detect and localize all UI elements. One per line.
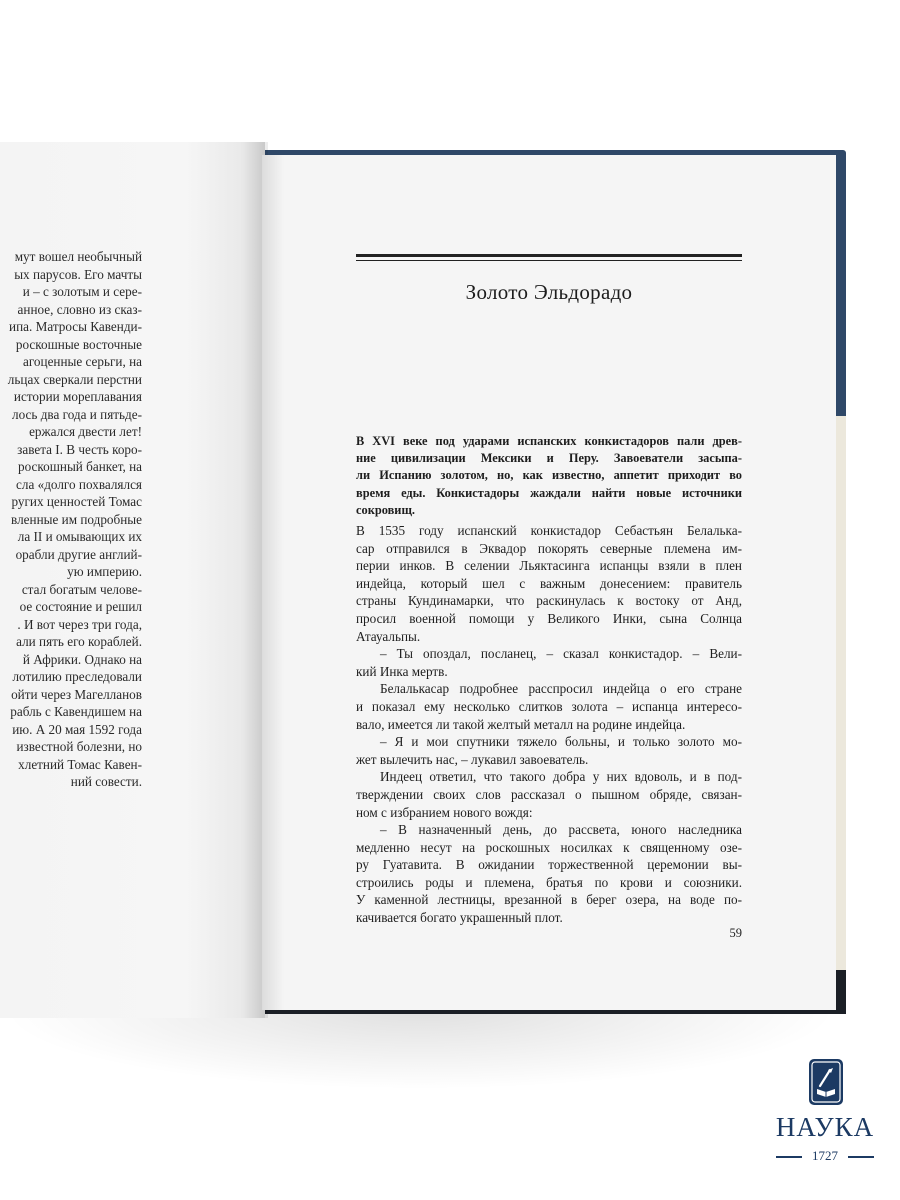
- page-number: 59: [729, 926, 742, 940]
- left-page: [0, 142, 265, 1018]
- left-page-line: ла II и омывающих их: [17, 529, 142, 544]
- publisher-logo: [770, 1058, 880, 1168]
- chapter-intro: [356, 433, 742, 519]
- left-page-line: вленные им подробные: [11, 511, 142, 527]
- intro-line: ли Испанию золотом, но, как известно, аппетит приходит во: [356, 468, 742, 483]
- body-line: – В назначенный день, до рассвета, юного наследника: [380, 822, 742, 838]
- body-line: строились роды и племена, братья по крови и союзники.: [356, 874, 742, 890]
- body-line: просил военной помощи у Великого Инки, сына Солнца: [356, 610, 742, 626]
- chapter-title: Золото Эльдорадо: [465, 280, 633, 304]
- left-page-line: стал богатым челове-: [21, 581, 142, 597]
- left-page-line: . И вот через три года,: [17, 616, 142, 632]
- left-page-line: мут вошел необычный: [14, 249, 142, 264]
- body-line: У каменной лестницы, врезанной в берег озера, на воде по-: [356, 892, 742, 908]
- publisher-name: НАУКА: [775, 1112, 875, 1142]
- left-page-line: истории мореплавания: [13, 389, 142, 404]
- body-line: качивается богато украшенный плот.: [356, 910, 563, 926]
- left-page-line: ию. А 20 мая 1592 года: [12, 721, 142, 737]
- left-page-line: ое состояние и решил: [19, 599, 142, 614]
- left-page-line: ойти через Магелланов: [11, 686, 142, 702]
- body-line: вало, имеется ли такой желтый металл на родине индейца.: [356, 716, 686, 732]
- body-line: В 1535 году испанский конкистадор Себастьян Белалька-: [356, 523, 742, 538]
- year-line-right: [848, 1156, 874, 1158]
- left-page-line: и – с золотым и сере-: [22, 284, 142, 299]
- intro-line: сокровищ.: [356, 502, 416, 517]
- body-line: перии инков. В селении Льяктасинга испанцы взяли в плен: [356, 558, 742, 574]
- left-page-line: известной болезни, но: [16, 739, 142, 754]
- chapter-rule-thin: [356, 260, 742, 261]
- publisher-year: 1727: [812, 1148, 838, 1163]
- body-line: медленно несут на роскошных носилках к священному озе-: [356, 839, 742, 855]
- left-page-line: сла «долго похвалялся: [16, 476, 142, 492]
- chapter-body: [356, 522, 742, 927]
- book-shadow: [0, 1010, 840, 1090]
- left-page-line: ругих ценностей Томас: [11, 494, 142, 509]
- left-page-line: агоценные серьги, на: [22, 354, 142, 369]
- body-line: Атауальпы.: [356, 628, 421, 644]
- left-page-line: ний совести.: [70, 774, 142, 789]
- intro-line: ние цивилизации Мексики и Перу. Завоеватели засыпа-: [356, 451, 742, 466]
- body-line: жет вылечить нас, – лукавил завоеватель.: [356, 751, 589, 767]
- left-page-line: ержался двести лет!: [29, 424, 142, 439]
- left-page-line: лотилию преследовали: [12, 669, 142, 684]
- body-line: Индеец ответил, что такого добра у них вдоволь, и в под-: [380, 769, 742, 785]
- body-line: – Я и мои спутники тяжело больны, и только золото мо-: [380, 734, 742, 750]
- open-book-emblem-icon: [808, 1058, 844, 1106]
- left-page-line: рабль с Кавендишем на: [10, 704, 142, 719]
- left-page-line: роскошные восточные: [15, 336, 142, 352]
- body-line: и показал ему несколько слитков золота – испанца интересо-: [356, 698, 742, 714]
- intro-line: время еды. Конкистадоры жаждали найти новые источники: [356, 485, 742, 500]
- intro-line: В XVI веке под ударами испанских конкистадоров пали древ-: [356, 434, 742, 448]
- left-page-line: ых парусов. Его мачты: [14, 266, 142, 282]
- body-line: Белалькасар подробнее расспросил индейца о его стране: [380, 681, 742, 697]
- left-page-line: али пять его кораблей.: [16, 634, 142, 649]
- left-page-line: й Африки. Однако на: [22, 651, 142, 667]
- left-page-line: орабли другие англий-: [15, 546, 142, 562]
- body-line: кий Инка мертв.: [356, 663, 448, 679]
- left-page-line: анное, словно из сказ-: [17, 301, 142, 317]
- body-line: тверждении своих слов рассказал о пышном обряде, связан-: [356, 786, 742, 802]
- left-page-line: хлетний Томас Кавен-: [18, 756, 142, 772]
- left-page-line: завета I. В честь коро-: [17, 441, 142, 457]
- body-line: ном с избранием нового вождя:: [356, 804, 533, 820]
- chapter-rule-thick: [356, 254, 742, 257]
- left-page-line: роскошный банкет, на: [18, 459, 142, 474]
- body-line: сар отправился в Эквадор покорять северные племена им-: [356, 540, 742, 556]
- publisher-year-row: [774, 1148, 876, 1164]
- left-page-line: ипа. Матросы Кавенди-: [9, 319, 142, 334]
- left-page-line: лось два года и пятьде-: [12, 406, 142, 422]
- page-stack-edge: [836, 416, 846, 970]
- body-line: страны Кундинамарки, что раскинулась к востоку от Анд,: [356, 593, 742, 609]
- body-line: – Ты опоздал, посланец, – сказал конкистадор. – Вели-: [380, 646, 742, 662]
- left-page-line: ую империю.: [67, 564, 142, 579]
- left-page-line: льцах сверкали перстни: [7, 371, 142, 387]
- body-line: ру Гуатавита. В ожидании торжественной церемонии вы-: [356, 857, 742, 873]
- right-page-gutter: [262, 155, 284, 1010]
- left-page-text: [0, 248, 142, 791]
- body-line: индейца, который шел с важным донесением: правитель: [356, 575, 742, 591]
